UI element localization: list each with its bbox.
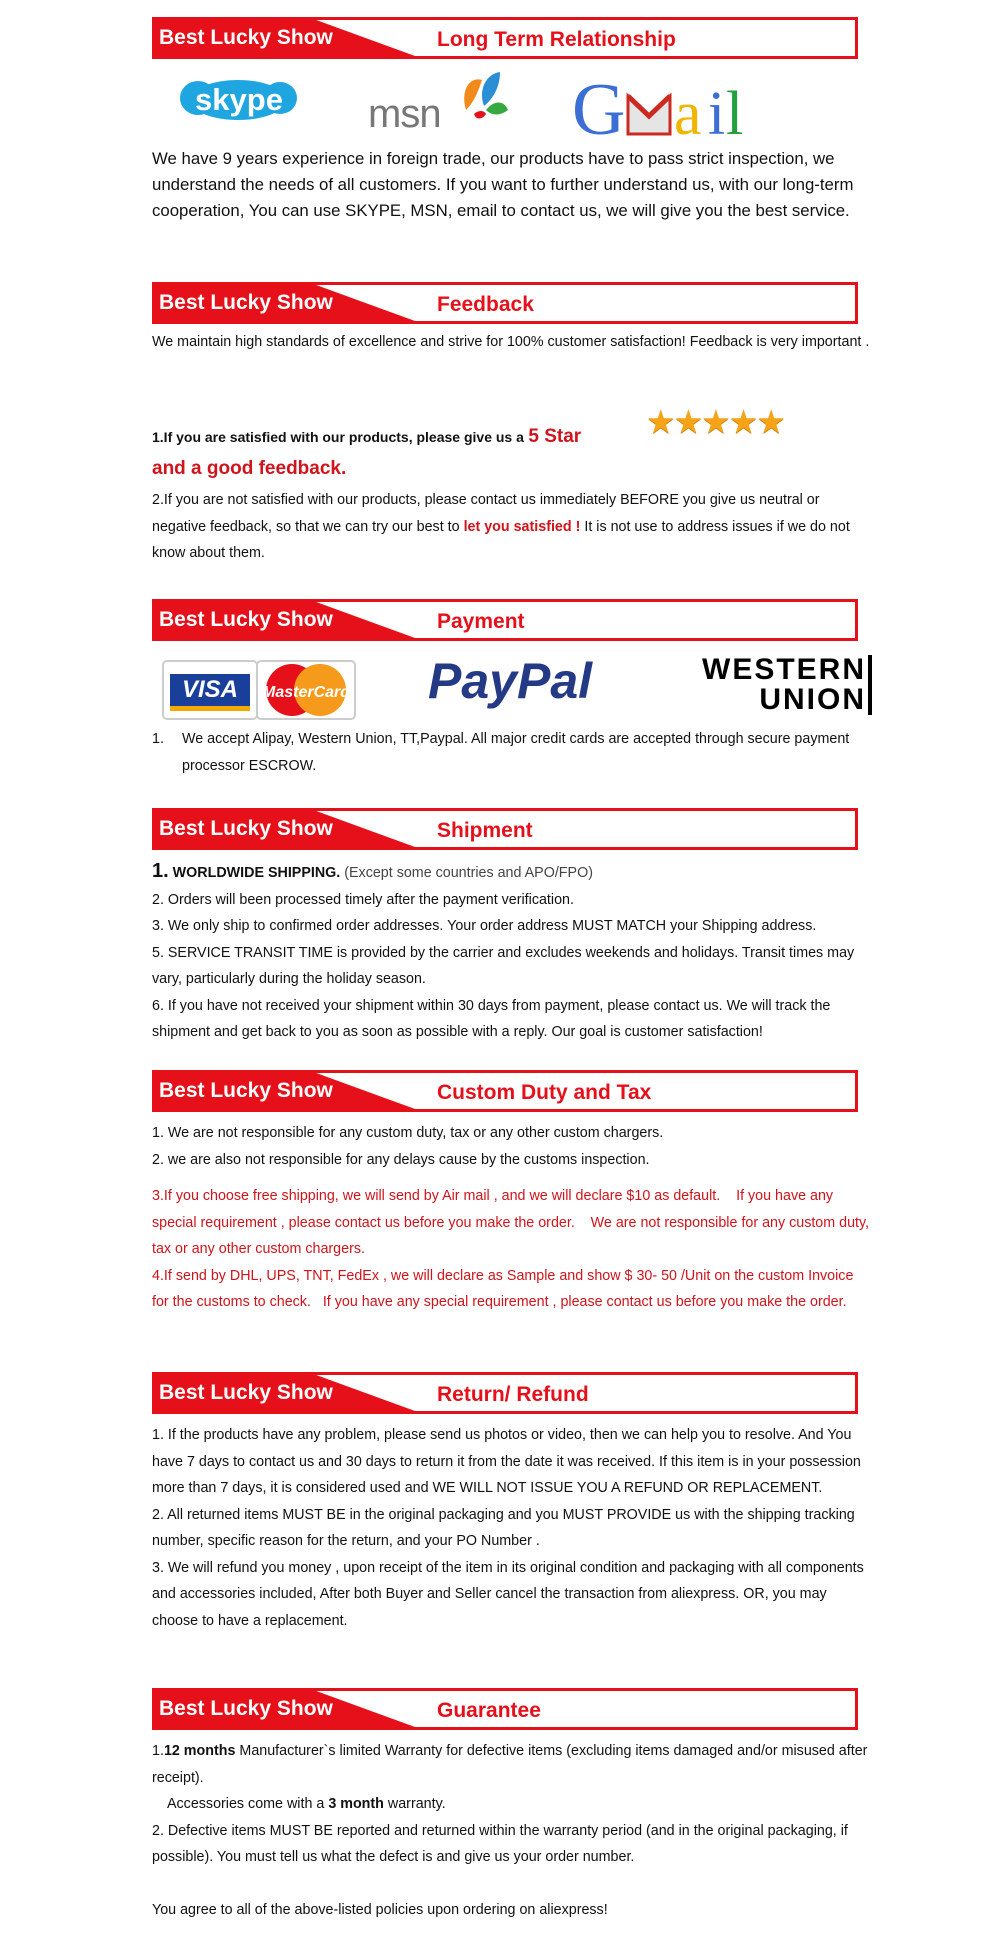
banner-title: Return/ Refund	[437, 1383, 589, 1406]
shipment-item-2: 2. Orders will been processed timely after the payment verification.	[152, 891, 574, 908]
guarantee-item-2: 2. Defective items MUST BE reported and returned within the warranty period (and in the original packaging, if possible). You must tell us what the defect is and give us your order number.	[152, 1822, 848, 1865]
banner-brand: Best Lucky Show	[159, 291, 333, 314]
shipment-item-5: 5. SERVICE TRANSIT TIME is provided by the carrier and excludes weekends and holidays. Transit times may vary, particularly during the holiday season.	[152, 944, 855, 987]
duty-item-4: 4.If send by DHL, UPS, TNT, FedEx , we will declare as Sample and show $ 30- 50 /Unit on the custom Invoice for the customs to check. If you have any special requirement , please contact us before you make the order.	[152, 1267, 858, 1310]
banner-brand: Best Lucky Show	[159, 1697, 333, 1720]
feedback-item-1: 1.If you are satisfied with our products, please give us a 5 Star	[152, 426, 582, 447]
banner-title: Long Term Relationship	[437, 28, 676, 51]
shipment-item-1: 1. WORLDWIDE SHIPPING. (Except some countries and APO/FPO)	[152, 860, 593, 882]
banner-brand: Best Lucky Show	[159, 608, 333, 631]
mastercard-logo	[256, 660, 356, 720]
refund-item-1: 1. If the products have any problem, please send us photos or video, then we can help you to resolve. And You have 7 days to contact us and 30 days to return it from the date it was received. If this item is in your possession more than 7 days, it is considered used and WE WILL NOT ISSUE YOU A REFUND OR REPLACEMENT.	[152, 1427, 861, 1496]
refund-item-3: 3. We will refund you money , upon receipt of the item in its original condition and packaging with all components and accessories included, After both Buyer and Seller cancel the transaction from aliexpress. OR, you may choose to have a replacement.	[152, 1559, 864, 1629]
banner-title: Payment	[437, 610, 525, 633]
guarantee-banner	[152, 1688, 858, 1730]
banner-title: Guarantee	[437, 1699, 541, 1722]
western-union-logo: WESTERN UNION	[666, 655, 872, 715]
banner-brand: Best Lucky Show	[159, 817, 333, 840]
skype-logo-text: skype	[195, 82, 283, 117]
refund-item-2: 2. All returned items MUST BE in the original packaging and you MUST PROVIDE us with the shipping tracking number, specific reason for the return, and your PO Number .	[152, 1506, 855, 1549]
duty-banner	[152, 1070, 858, 1112]
refund-banner	[152, 1372, 858, 1414]
payment-banner	[152, 599, 858, 641]
svg-text:MasterCard: MasterCard	[261, 684, 351, 701]
banner-brand: Best Lucky Show	[159, 1381, 333, 1404]
feedback-item-2: 2.If you are not satisfied with our products, please contact us immediately BEFORE you give us neutral or negative feedback, so that we can try our best to let you satisfied ! It is not use to address issues if we do not know about them.	[152, 492, 850, 561]
msn-butterfly-icon	[460, 70, 510, 128]
banner-brand: Best Lucky Show	[159, 1079, 333, 1102]
msn-logo-text: msn	[368, 92, 441, 136]
guarantee-accessories: Accessories come with a 3 month warranty.	[167, 1796, 446, 1812]
guarantee-closing: You agree to all of the above-listed policies upon ordering on aliexpress!	[152, 1901, 608, 1918]
paypal-logo: PayPal	[428, 653, 593, 709]
visa-card-logo: VISA	[162, 660, 258, 720]
feedback-intro: We maintain high standards of excellence and strive for 100% customer satisfaction! Feedback is very important .	[152, 334, 870, 350]
five-star-rating-icon: ★★★★★	[646, 403, 784, 440]
svg-text:i: i	[708, 80, 726, 142]
feedback-item-1-suffix: and a good feedback.	[152, 458, 347, 479]
banner-title: Shipment	[437, 819, 533, 842]
relationship-text: We have 9 years experience in foreign trade, our products have to pass strict inspection, we understand the needs of all customers. If you want to further understand us, with our long-term cooperation, You can use SKYPE, MSN, email to contact us, we will give you the best service.	[152, 149, 854, 220]
banner-title: Feedback	[437, 293, 534, 316]
relationship-banner	[152, 17, 858, 59]
svg-text:a: a	[674, 80, 702, 142]
refund-list	[152, 1422, 870, 1634]
svg-text:l: l	[726, 80, 744, 142]
msn-logo	[368, 92, 441, 137]
banner-brand: Best Lucky Show	[159, 26, 333, 49]
guarantee-list	[152, 1738, 870, 1923]
payment-item-1: 1. We accept Alipay, Western Union, TT,Paypal. All major credit cards are accepted through secure payment processor ESCROW.	[152, 731, 850, 774]
shipment-item-3: 3. We only ship to confirmed order addresses. Your order address MUST MATCH your Shipping address.	[152, 918, 817, 934]
duty-list	[152, 1120, 874, 1316]
feedback-banner	[152, 282, 858, 324]
duty-item-3: 3.If you choose free shipping, we will send by Air mail , and we will declare $10 as default. If you have any special requirement , please contact us before you make the order. We are not responsible for any custom duty, tax or any other custom chargers.	[152, 1188, 874, 1257]
guarantee-item-1: 1.12 months Manufacturer`s limited Warranty for defective items (excluding items damaged and/or misused after receipt).	[152, 1743, 868, 1786]
skype-logo	[178, 74, 300, 126]
svg-text:G: G	[572, 72, 626, 142]
duty-item-1: 1. We are not responsible for any custom duty, tax or any other custom chargers.	[152, 1125, 664, 1141]
shipment-banner	[152, 808, 858, 850]
shipment-list	[152, 858, 870, 1046]
shipment-item-6: 6. If you have not received your shipment within 30 days from payment, please contact us. We will track the shipment and get back to you as soon as possible with a reply. Our goal is customer satisfaction!	[152, 997, 831, 1040]
banner-title: Custom Duty and Tax	[437, 1081, 652, 1104]
duty-item-2: 2. we are also not responsible for any delays cause by the customs inspection.	[152, 1151, 650, 1168]
